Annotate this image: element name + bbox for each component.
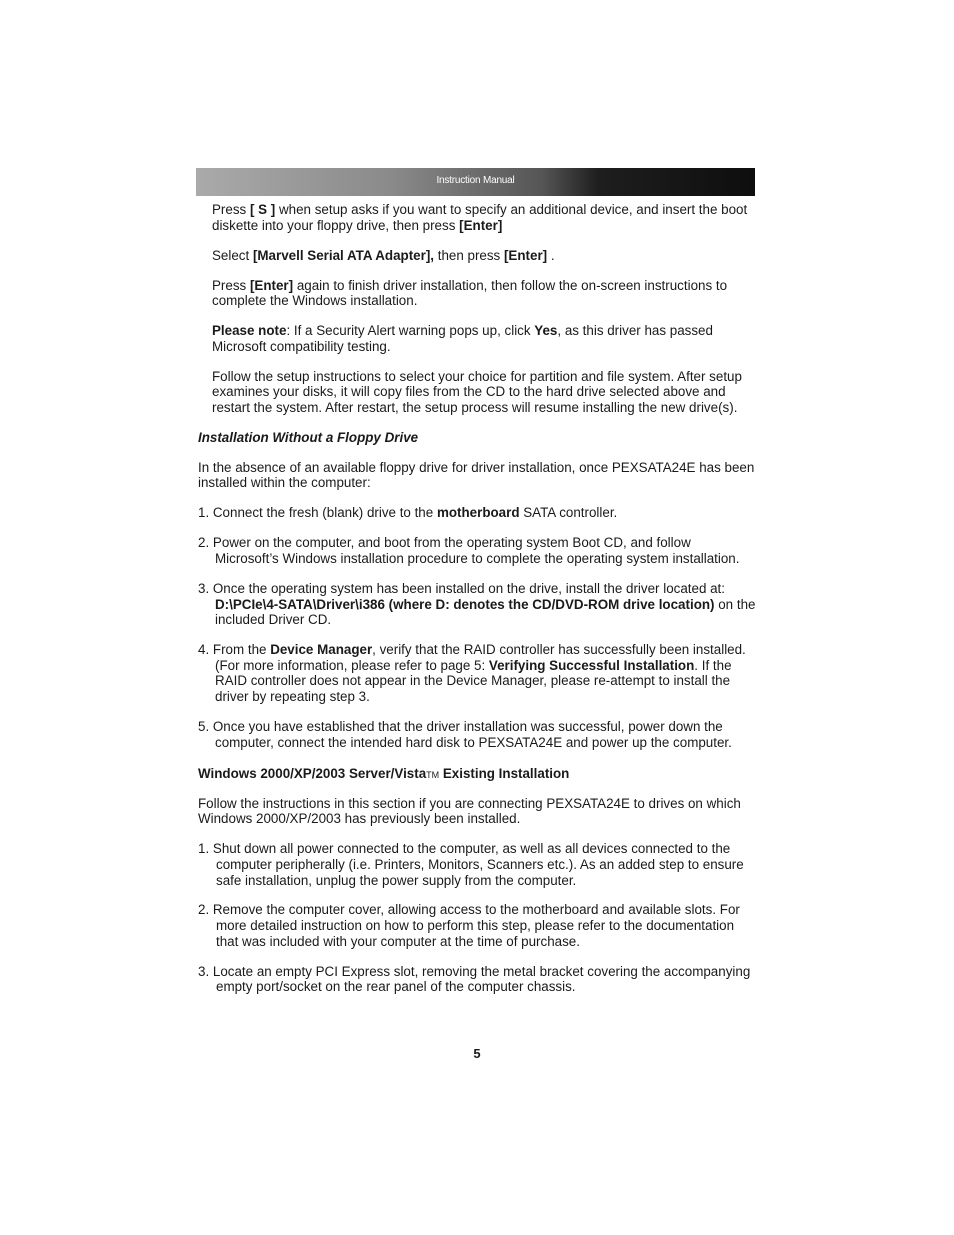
page-number: 5 xyxy=(473,1046,481,1061)
list-item-step-4: 4. From the Device Manager, verify that the RAID controller has successfully been installed. (For more information, please refer to page 5: Verifying Successful Installation. If the RAID controller does not appear in the Device Manager, please re-attempt to install the driver by repeating step 3. xyxy=(198,642,746,704)
list-item-step-2: 2. Power on the computer, and boot from the operating system Boot CD, and follow Microsoft’s Windows installation procedure to complete the operating system installation. xyxy=(198,535,740,567)
list-item-shut-down: 1. Shut down all power connected to the computer, as well as all devices connected to the computer peripherally (i.e. Printers, Monitors, Scanners etc.). As an added step to ensure safe installation, unplug the power supply from the computer. xyxy=(198,841,744,888)
heading-installation-without-floppy: Installation Without a Floppy Drive xyxy=(198,429,419,445)
list-item-step-1: 1. Connect the fresh (blank) drive to the motherboard SATA controller. xyxy=(198,505,618,521)
list-item-locate-slot: 3. Locate an empty PCI Express slot, removing the metal bracket covering the accompanying empty port/socket on the rear panel of the computer chassis. xyxy=(198,963,751,995)
paragraph-press-s: Press [ S ] when setup asks if you want to specify an additional device, and insert the boot diskette into your floppy drive, then press [Enter] xyxy=(212,202,748,233)
paragraph-absence-floppy: In the absence of an available floppy drive for driver installation, once PEXSATA24E has been installed within the computer: xyxy=(198,459,755,491)
paragraph-follow-instructions: Follow the instructions in this section if you are connecting PEXSATA24E to drives on which Windows 2000/XP/2003 has previously been installed. xyxy=(198,795,741,827)
list-item-remove-cover: 2. Remove the computer cover, allowing access to the motherboard and available slots. For more detailed instruction on how to perform this step, please refer to the documentation that was included with your computer at the time of purchase. xyxy=(198,902,740,949)
header-title: Instruction Manual xyxy=(436,175,515,186)
heading-windows-existing-installation: Windows 2000/XP/2003 Server/VistaTM Existing Installation xyxy=(198,766,570,782)
page-content xyxy=(198,202,758,995)
paragraph-please-note: Please note: If a Security Alert warning pops up, click Yes, as this driver has passed Microsoft compatibility testing. xyxy=(212,323,713,354)
header-bar xyxy=(196,168,755,196)
paragraph-press-enter: Press [Enter] again to finish driver installation, then follow the on-screen instructions to complete the Windows installation. xyxy=(212,277,728,309)
list-item-step-5: 5. Once you have established that the driver installation was successful, power down the computer, connect the intended hard disk to PEXSATA24E and power up the computer. xyxy=(198,718,732,750)
list-item-step-3: 3. Once the operating system has been installed on the drive, install the driver located at: D:\PCIe\4-SATA\Driver\i386 (where D: denotes the CD/DVD-ROM drive location) on the included Driver CD. xyxy=(198,581,756,628)
paragraph-select-adapter: Select [Marvell Serial ATA Adapter], then press [Enter] . xyxy=(212,247,555,263)
paragraph-follow-setup: Follow the setup instructions to select your choice for partition and file system. After setup examines your disks, it will copy files from the CD to the hard drive selected above and restart the system. After restart, the setup process will resume installing the new drive(s). xyxy=(212,368,742,415)
